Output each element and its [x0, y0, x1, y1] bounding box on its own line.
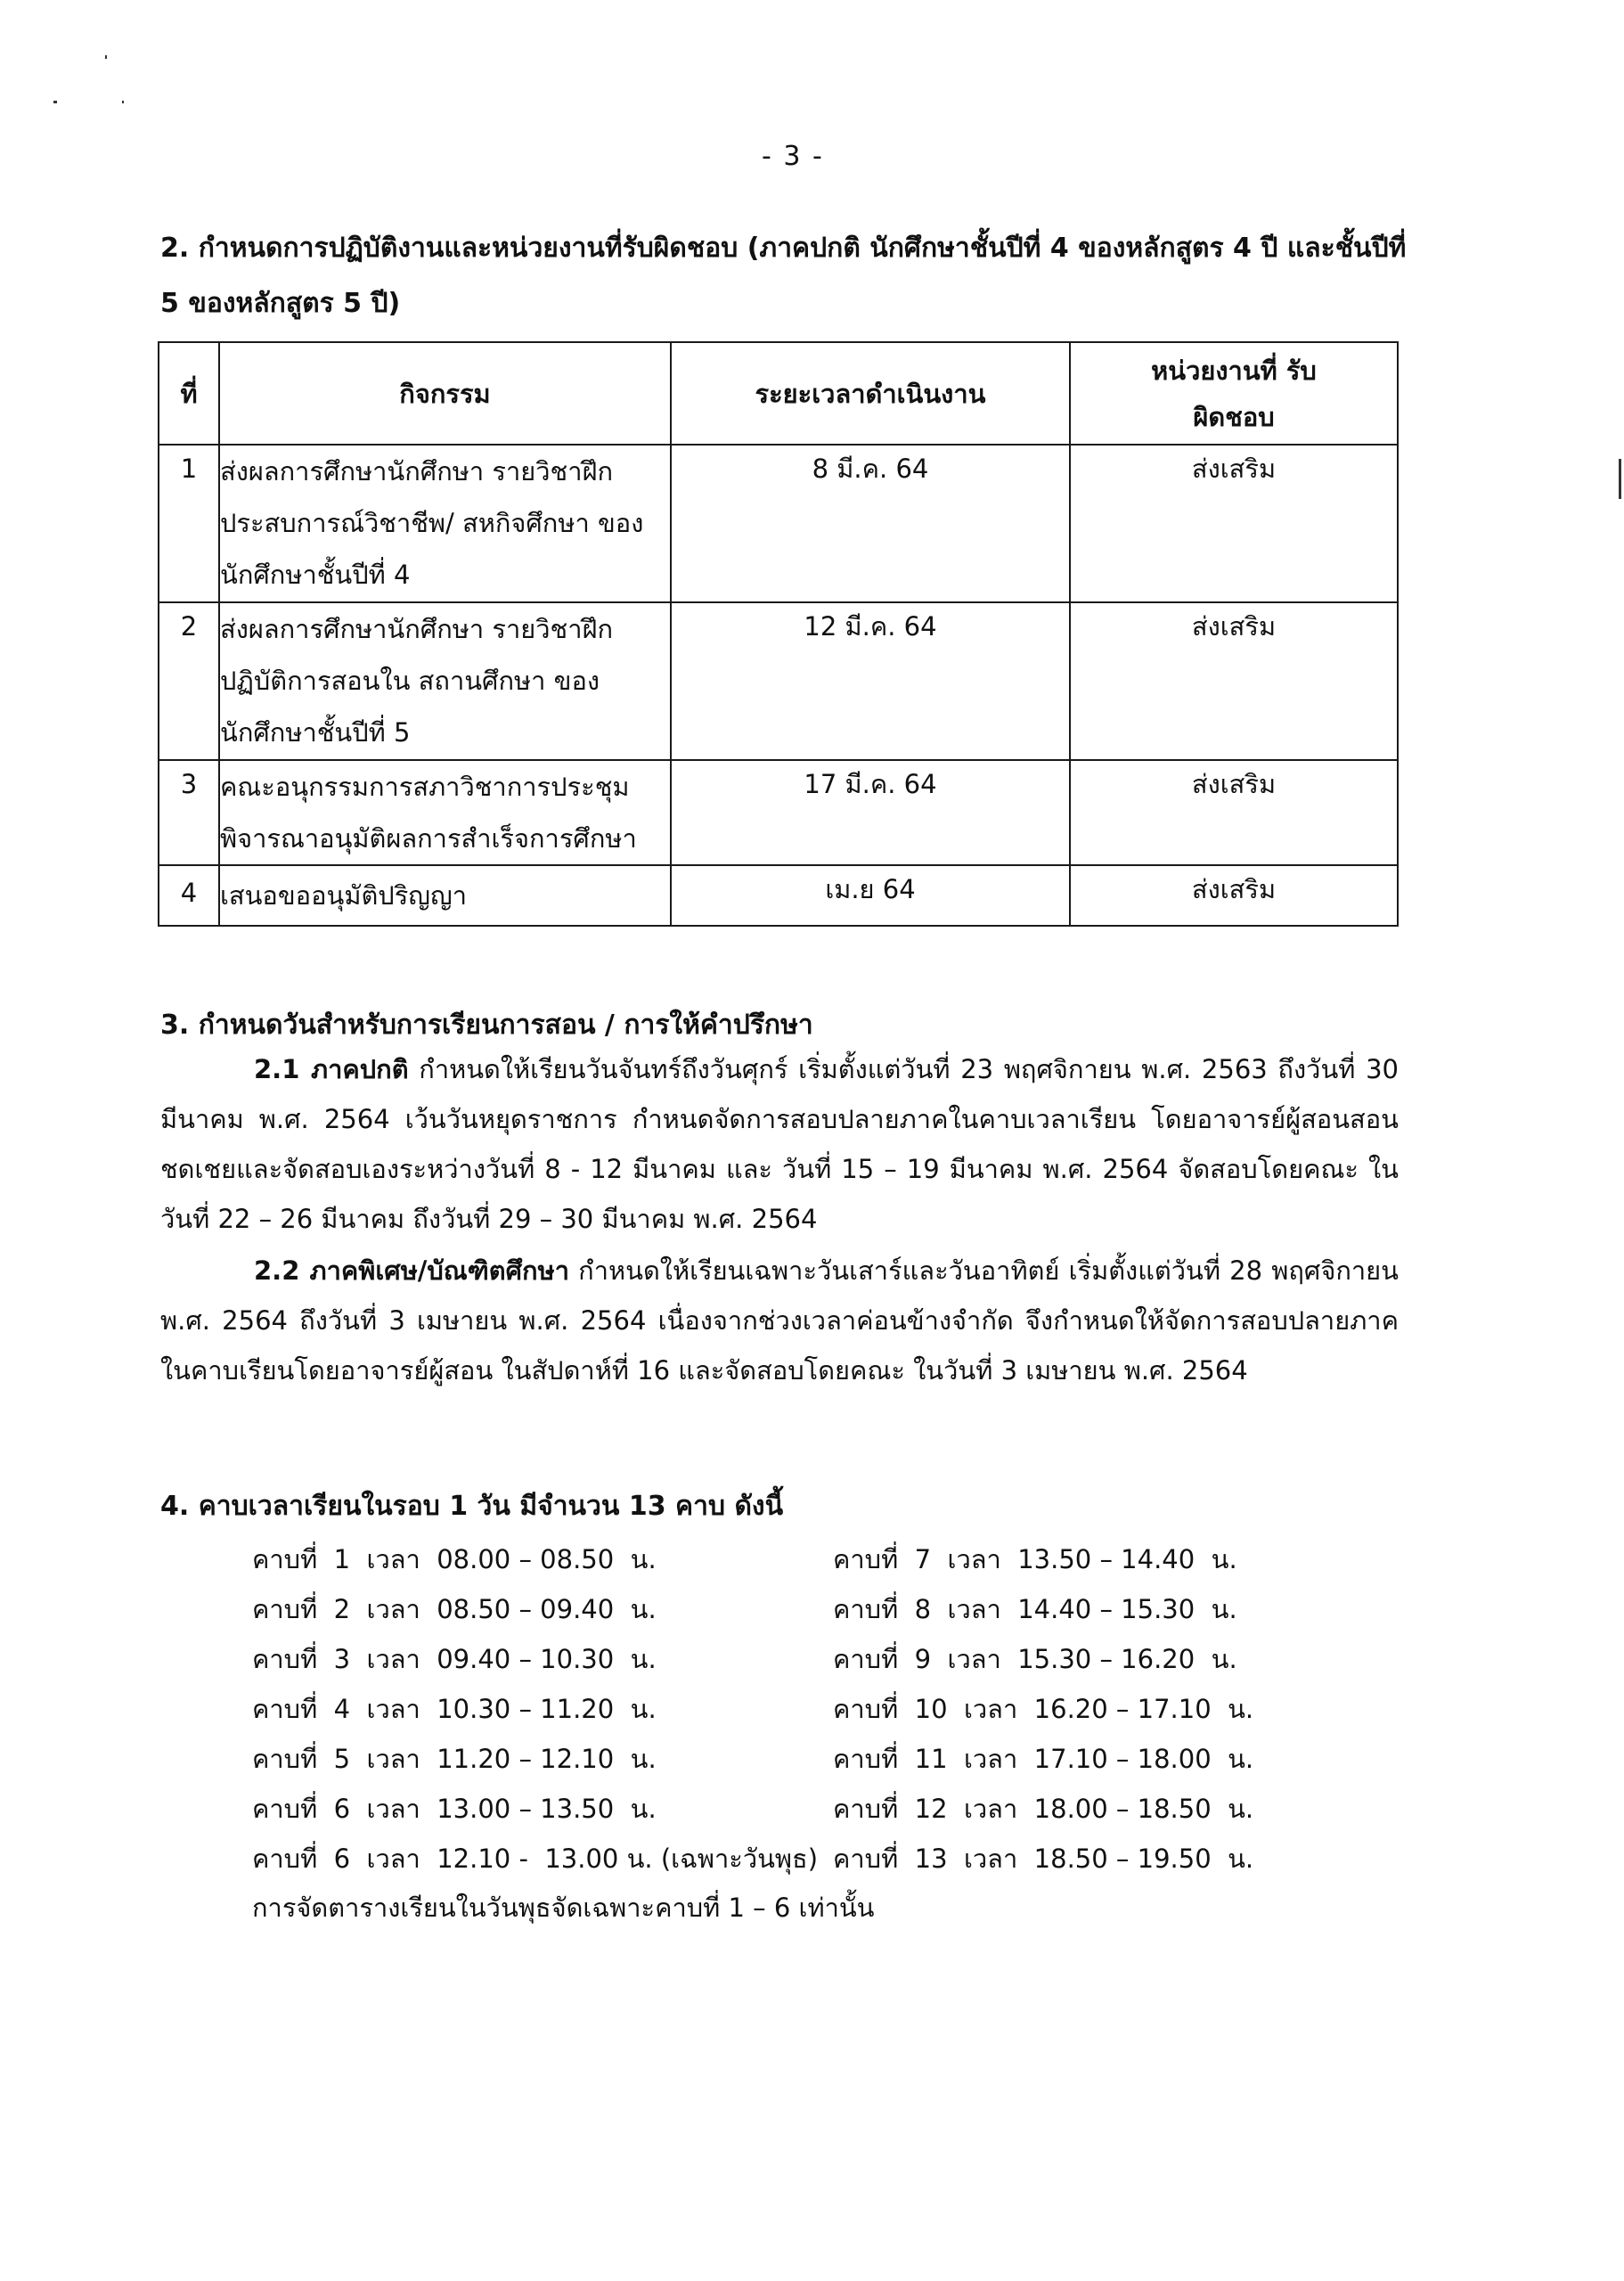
- scan-edge-mark: [1619, 459, 1621, 499]
- scan-specks: [0, 0, 178, 125]
- paragraph-2-2: [160, 1246, 1399, 1395]
- header-no: ที่: [159, 342, 219, 445]
- period-left: คาบที่ 5 เวลา 11.20 – 12.10 น.: [252, 1744, 657, 1774]
- header-activity: กิจกรรม: [219, 342, 671, 445]
- paragraph-2-2-label: 2.2 ภาคพิเศษ/บัณฑิตศึกษา: [254, 1255, 569, 1286]
- section-4-heading: 4. คาบเวลาเรียนในรอบ 1 วัน มีจำนวน 13 คาบ ดังนี้: [160, 1491, 784, 1522]
- table-row: [159, 445, 1398, 602]
- paragraph-2-2-text: กำหนดให้เรียนเฉพาะวันเสาร์และวันอาทิตย์ เริ่มตั้งแต่วันที่ 28 พฤศจิกายน พ.ศ. 2564 ถึงวันที่ 3 เมษายน พ.ศ. 2564 เนื่องจากช่วงเวลาค่อนข้างจำกัด จึงกำหนดให้จัดการสอบปลายภาคในคาบเรียนโดยอาจารย์ผู้สอน ในสัปดาห์ที่ 16 และจัดสอบโดยคณะ ในวันที่ 3 เมษายน พ.ศ. 2564: [160, 1255, 1399, 1386]
- header-unit: หน่วยงานที่ รับผิดชอบ: [1070, 342, 1398, 445]
- row-duration: เม.ย 64: [671, 865, 1070, 926]
- period-schedule: [252, 1534, 1253, 1884]
- row-no: 4: [159, 865, 219, 926]
- period-left: คาบที่ 3 เวลา 09.40 – 10.30 น.: [252, 1644, 657, 1674]
- paragraph-2-1: [160, 1044, 1399, 1244]
- period-row: [252, 1534, 1253, 1584]
- period-row: [252, 1684, 1253, 1734]
- period-right: คาบที่ 9 เวลา 15.30 – 16.20 น.: [833, 1644, 1237, 1674]
- period-row: [252, 1734, 1253, 1784]
- row-unit: ส่งเสริม: [1070, 760, 1398, 865]
- row-duration: 12 มี.ค. 64: [671, 602, 1070, 760]
- section-2-heading: 2. กำหนดการปฏิบัติงานและหน่วยงานที่รับผิดชอบ (ภาคปกติ นักศึกษาชั้นปีที่ 4 ของหลักสูตร 4 ปี และชั้นปีที่ 5 ของหลักสูตร 5 ปี): [160, 233, 1407, 319]
- row-activity: คณะอนุกรรมการสภาวิชาการประชุม พิจารณาอนุมัติผลการสำเร็จการศึกษา: [219, 760, 671, 865]
- table-row: [159, 602, 1398, 760]
- period-left: คาบที่ 1 เวลา 08.00 – 08.50 น.: [252, 1544, 657, 1574]
- table-row: [159, 865, 1398, 926]
- row-duration: 17 มี.ค. 64: [671, 760, 1070, 865]
- section-3-heading: 3. กำหนดวันสำหรับการเรียนการสอน / การให้คำปรึกษา: [160, 1010, 813, 1041]
- period-right: คาบที่ 13 เวลา 18.50 – 19.50 น.: [833, 1844, 1254, 1874]
- table-header-row: [159, 342, 1398, 445]
- period-row: [252, 1634, 1253, 1684]
- activities-table: [158, 341, 1399, 927]
- paragraph-2-1-label: 2.1 ภาคปกติ: [254, 1054, 409, 1084]
- period-left: คาบที่ 6 เวลา 12.10 - 13.00 น. (เฉพาะวันพุธ): [252, 1844, 819, 1874]
- period-left: คาบที่ 2 เวลา 08.50 – 09.40 น.: [252, 1594, 657, 1624]
- period-left: คาบที่ 4 เวลา 10.30 – 11.20 น.: [252, 1694, 657, 1724]
- period-right: คาบที่ 11 เวลา 17.10 – 18.00 น.: [833, 1744, 1254, 1774]
- period-row: [252, 1584, 1253, 1634]
- row-unit: ส่งเสริม: [1070, 602, 1398, 760]
- period-left: คาบที่ 6 เวลา 13.00 – 13.50 น.: [252, 1794, 657, 1824]
- row-no: 2: [159, 602, 219, 760]
- row-unit: ส่งเสริม: [1070, 445, 1398, 602]
- row-activity: ส่งผลการศึกษานักศึกษา รายวิชาฝึกประสบการณ์วิชาชีพ/ สหกิจศึกษา ของนักศึกษาชั้นปีที่ 4: [219, 445, 671, 602]
- period-right: คาบที่ 7 เวลา 13.50 – 14.40 น.: [833, 1544, 1237, 1574]
- row-no: 3: [159, 760, 219, 865]
- period-row: [252, 1784, 1253, 1834]
- period-row: [252, 1834, 1253, 1884]
- page-number: - 3 -: [762, 141, 824, 172]
- header-duration: ระยะเวลาดำเนินงาน: [671, 342, 1070, 445]
- period-right: คาบที่ 10 เวลา 16.20 – 17.10 น.: [833, 1694, 1254, 1724]
- row-activity: เสนอขออนุมัติปริญญา: [219, 865, 671, 926]
- table-row: [159, 760, 1398, 865]
- row-duration: 8 มี.ค. 64: [671, 445, 1070, 602]
- paragraph-2-1-text: กำหนดให้เรียนวันจันทร์ถึงวันศุกร์ เริ่มตั้งแต่วันที่ 23 พฤศจิกายน พ.ศ. 2563 ถึงวันที่ 30 มีนาคม พ.ศ. 2564 เว้นวันหยุดราชการ กำหนดจัดการสอบปลายภาคในคาบเวลาเรียน โดยอาจารย์ผู้สอนสอนชดเชยและจัดสอบเองระหว่างวันที่ 8 - 12 มีนาคม และ วันที่ 15 – 19 มีนาคม พ.ศ. 2564 จัดสอบโดยคณะ ในวันที่ 22 – 26 มีนาคม ถึงวันที่ 29 – 30 มีนาคม พ.ศ. 2564: [160, 1054, 1399, 1234]
- row-unit: ส่งเสริม: [1070, 865, 1398, 926]
- row-no: 1: [159, 445, 219, 602]
- row-activity: ส่งผลการศึกษานักศึกษา รายวิชาฝึกปฏิบัติการสอนใน สถานศึกษา ของนักศึกษาชั้นปีที่ 5: [219, 602, 671, 760]
- wednesday-note: การจัดตารางเรียนในวันพุธจัดเฉพาะคาบที่ 1 – 6 เท่านั้น: [252, 1893, 875, 1923]
- period-right: คาบที่ 12 เวลา 18.00 – 18.50 น.: [833, 1794, 1254, 1824]
- period-right: คาบที่ 8 เวลา 14.40 – 15.30 น.: [833, 1594, 1237, 1624]
